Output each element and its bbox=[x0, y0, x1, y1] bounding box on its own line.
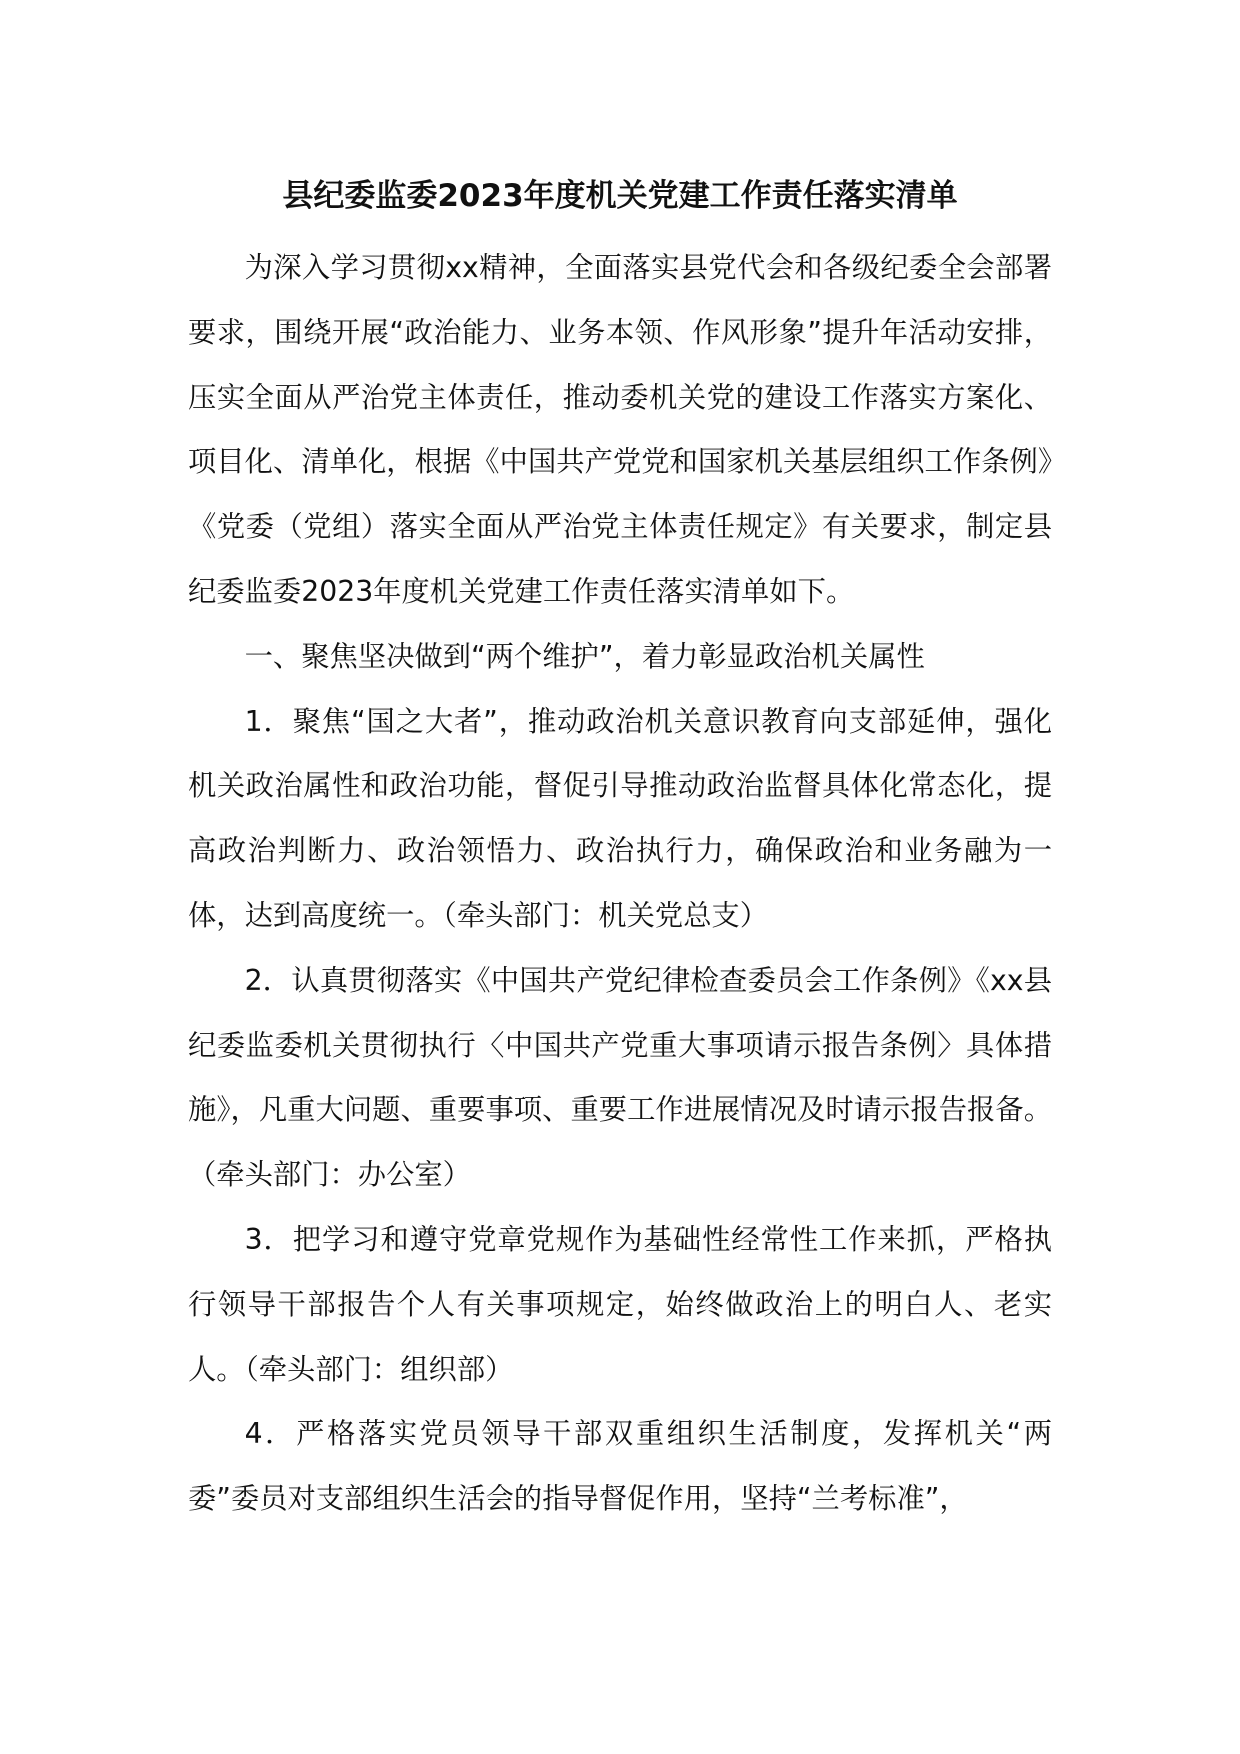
document-body bbox=[188, 236, 1052, 1532]
document-title: 县纪委监委2023年度机关党建工作责任落实清单 bbox=[282, 178, 958, 214]
list-item-3: 3．把学习和遵守党章党规作为基础性经常性工作来抓，严格执行领导干部报告个人有关事项规定，始终做政治上的明白人、老实人。（牵头部门：组织部） bbox=[188, 1222, 1052, 1386]
list-item-4: 4．严格落实党员领导干部双重组织生活制度，发挥机关“两委”委员对支部组织生活会的指导督促作用，坚持“兰考标准”， bbox=[188, 1417, 1052, 1516]
section-heading: 一、聚焦坚决做到“两个维护”，着力彰显政治机关属性 bbox=[244, 639, 925, 673]
list-item-2: 2．认真贯彻落实《中国共产党纪律检查委员会工作条例》《xx县纪委监委机关贯彻执行〈中国共产党重大事项请示报告条例〉具体措施》，凡重大问题、重要事项、重要工作进展情况及时请示报告报备。（牵头部门：办公室） bbox=[188, 963, 1052, 1192]
list-item-1: 1．聚焦“国之大者”，推动政治机关意识教育向支部延伸，强化机关政治属性和政治功能，督促引导推动政治监督具体化常态化，提高政治判断力、政治领悟力、政治执行力，确保政治和业务融为一体，达到高度统一。（牵头部门：机关党总支） bbox=[188, 704, 1052, 932]
intro-paragraph: 为深入学习贯彻xx精神，全面落实县党代会和各级纪委全会部署要求，围绕开展“政治能力、业务本领、作风形象”提升年活动安排，压实全面从严治党主体责任，推动委机关党的建设工作落实方案化、项目化、清单化，根据《中国共产党党和国家机关基层组织工作条例》《党委（党组）落实全面从严治党主体责任规定》有关要求，制定县纪委监委2023年度机关党建工作责任落实清单如下。 bbox=[188, 251, 1052, 608]
